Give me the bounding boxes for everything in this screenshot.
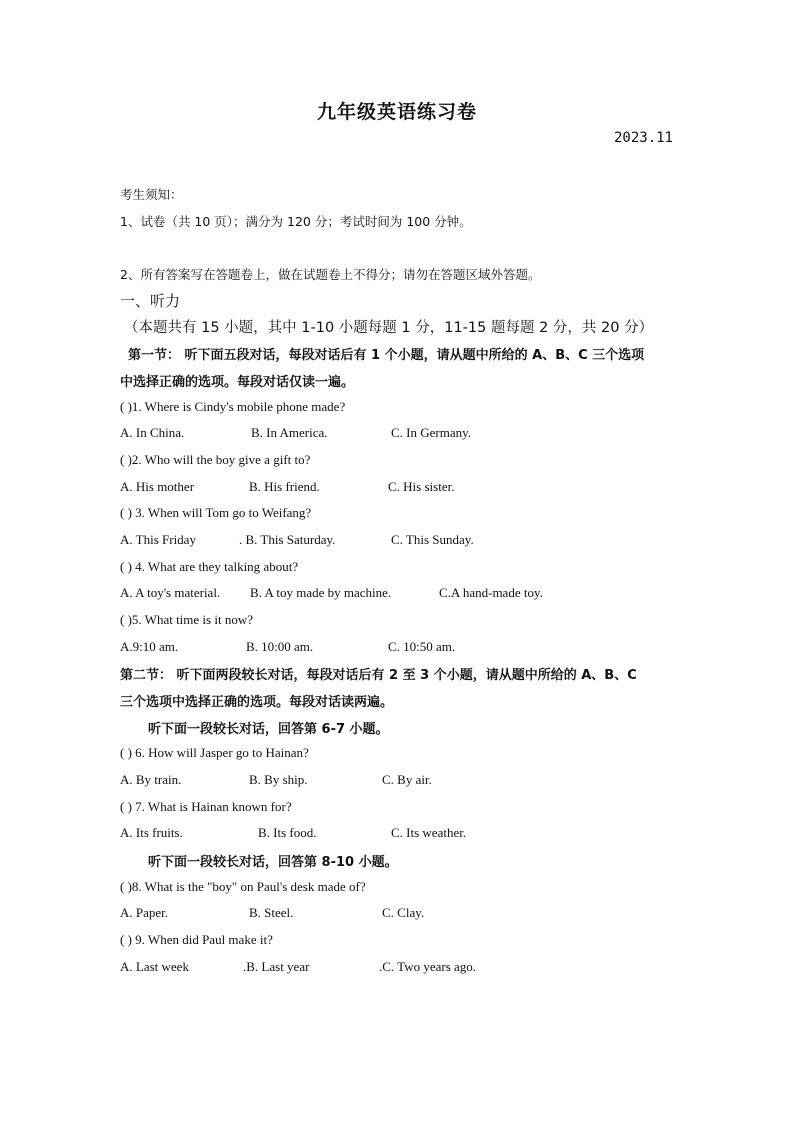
q3-option-a: A. This Friday bbox=[120, 532, 196, 547]
q1-option-b: B. In America. bbox=[251, 425, 328, 440]
question-5: ( )5. What time is it now? bbox=[120, 612, 253, 627]
part2-instructions-2: 三个选项中选择正确的选项。每段对话读两遍。 bbox=[120, 695, 394, 710]
question-3: ( ) 3. When will Tom go to Weifang? bbox=[120, 505, 312, 520]
q7-option-a: A. Its fruits. bbox=[120, 825, 183, 840]
q8-option-b: B. Steel. bbox=[249, 905, 294, 920]
q5-option-b: B. 10:00 am. bbox=[246, 639, 314, 654]
q9-option-b: .B. Last year bbox=[243, 959, 310, 974]
notice-heading: 考生须知： bbox=[120, 187, 183, 202]
question-2: ( )2. Who will the boy give a gift to? bbox=[120, 452, 311, 467]
part2-instructions-1: 第二节： 听下面两段较长对话，每段对话后有 2 至 3 个小题，请从题中所给的 A、B、C bbox=[120, 668, 637, 683]
q3-option-c: C. This Sunday. bbox=[391, 532, 474, 547]
question-7: ( ) 7. What is Hainan known for? bbox=[120, 799, 292, 814]
q6-option-b: B. By ship. bbox=[249, 772, 308, 787]
part1-instructions-2: 中选择正确的选项。每段对话仅读一遍。 bbox=[120, 375, 355, 390]
q4-option-b: B. A toy made by machine. bbox=[250, 585, 392, 600]
q4-option-c: C.A hand-made toy. bbox=[439, 585, 543, 600]
notice-line-1: 1、试卷（共 10 页）；满分为 120 分；考试时间为 100 分钟。 bbox=[120, 214, 472, 229]
notice-line-2: 2、所有答案写在答题卷上，做在试题卷上不得分；请勿在答题区域外答题。 bbox=[120, 267, 541, 282]
q9-option-c: .C. Two years ago. bbox=[379, 959, 477, 974]
exam-date: 2023.11 bbox=[613, 130, 673, 146]
question-9: ( ) 9. When did Paul make it? bbox=[120, 932, 273, 947]
q5-option-c: C. 10:50 am. bbox=[388, 639, 456, 654]
q5-option-a: A.9:10 am. bbox=[120, 639, 179, 654]
q4-option-a: A. A toy's material. bbox=[120, 585, 221, 600]
q1-option-c: C. In Germany. bbox=[391, 425, 472, 440]
q2-option-a: A. His mother bbox=[120, 479, 195, 494]
exam-title: 九年级英语练习卷 bbox=[316, 101, 477, 123]
question-1: ( )1. Where is Cindy's mobile phone made? bbox=[120, 399, 346, 414]
q8-option-c: C. Clay. bbox=[382, 905, 425, 920]
q2-option-b: B. His friend. bbox=[249, 479, 320, 494]
q3-option-b: . B. This Saturday. bbox=[239, 532, 336, 547]
section-title: 一、听力 bbox=[120, 292, 181, 310]
question-6: ( ) 6. How will Jasper go to Hainan? bbox=[120, 745, 309, 760]
q8-option-a: A. Paper. bbox=[120, 905, 169, 920]
section-subtitle: （本题共有 15 小题，其中 1-10 小题每题 1 分，11-15 题每题 2 分，共 20 分） bbox=[124, 320, 654, 336]
question-4: ( ) 4. What are they talking about? bbox=[120, 559, 299, 574]
q6-option-a: A. By train. bbox=[120, 772, 182, 787]
question-8: ( )8. What is the "boy" on Paul's desk made of? bbox=[120, 879, 366, 894]
q9-option-a: A. Last week bbox=[120, 959, 189, 974]
dialog-a-heading: 听下面一段较长对话，回答第 6-7 小题。 bbox=[148, 722, 389, 737]
dialog-b-heading: 听下面一段较长对话，回答第 8-10 小题。 bbox=[148, 855, 398, 870]
q1-option-a: A. In China. bbox=[120, 425, 185, 440]
q7-option-c: C. Its weather. bbox=[391, 825, 467, 840]
q2-option-c: C. His sister. bbox=[388, 479, 455, 494]
part1-instructions-1: 第一节： 听下面五段对话，每段对话后有 1 个小题，请从题中所给的 A、B、C 三个选项 bbox=[128, 348, 645, 363]
q7-option-b: B. Its food. bbox=[258, 825, 317, 840]
q6-option-c: C. By air. bbox=[382, 772, 432, 787]
